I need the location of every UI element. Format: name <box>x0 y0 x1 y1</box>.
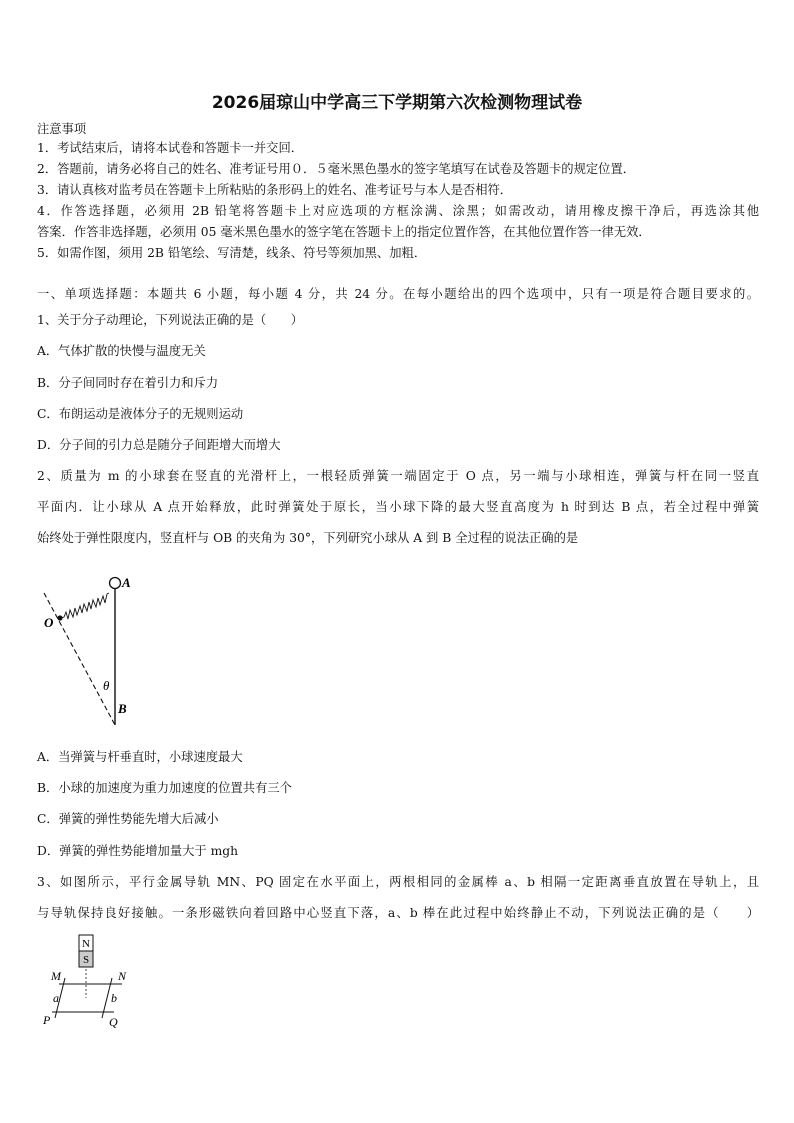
rod-label-a: a <box>53 991 59 1005</box>
q1-option-c: C．布朗运动是液体分子的无规则运动 <box>37 407 244 421</box>
page-title: 2026届琼山中学高三下学期第六次检测物理试卷 <box>211 93 583 113</box>
q1-stem: 1、关于分子动理论，下列说法正确的是（ ） <box>37 313 304 327</box>
figure-label-theta: θ <box>103 678 110 693</box>
q1-option-d: D．分子间的引力总是随分子间距增大而增大 <box>37 438 281 452</box>
notice-item: 4．作答选择题，必须用 2B 铅笔将答题卡上对应选项的方框涂满、涂黑；如需改动，请用橡皮擦干净后，再选涂其他 <box>37 204 759 218</box>
rail-label-m: M <box>51 969 61 983</box>
rail-label-p: P <box>43 1013 51 1027</box>
q2-option-d: D．弹簧的弹性势能增加量大于 mgh <box>37 844 239 858</box>
figure-label-o: O <box>44 615 54 630</box>
q1-option-b: B．分子间同时存在着引力和斥力 <box>37 376 219 390</box>
rail-label-n: N <box>118 969 127 983</box>
q2-stem-line: 平面内．让小球从 A 点开始释放，此时弹簧处于原长，当小球下降的最大竖直高度为 h 时到达 B 点，若全过程中弹簧 <box>37 500 759 514</box>
notice-item: 3．请认真核对监考员在答题卡上所粘贴的条形码上的姓名、准考证号与本人是否相符． <box>37 183 513 197</box>
q3-magnet-rail-figure <box>40 932 150 1032</box>
notice-heading: 注意事项 <box>37 122 87 136</box>
q3-stem-line: 3、如图所示，平行金属导轨 MN、PQ 固定在水平面上，两根相同的金属棒 a、b 相隔一定距离垂直放置在导轨上，且 <box>37 875 759 889</box>
notice-item: 答案．作答非选择题，必须用 05 毫米黑色墨水的签字笔在答题卡上的指定位置作答，在其他位置作答一律无效． <box>37 225 651 239</box>
rod-label-b: b <box>111 991 117 1005</box>
figure-label-b: B <box>118 701 127 716</box>
notice-item: 2．答题前，请务必将自己的姓名、准考证号用０．５毫米黑色墨水的签字笔填写在试卷及答题卡的规定位置． <box>37 162 636 176</box>
q2-spring-rod-figure <box>30 565 150 735</box>
magnet-n-pole: N <box>82 938 90 950</box>
section-heading: 一、单项选择题：本题共 6 小题，每小题 4 分，共 24 分。在每小题给出的四个选项中，只有一项是符合题目要求的。 <box>37 287 759 301</box>
q2-stem-line: 始终处于弹性限度内，竖直杆与 OB 的夹角为 30°，下列研究小球从 A 到 B 全过程的说法正确的是 <box>37 531 579 545</box>
q2-option-c: C．弹簧的弹性势能先增大后减小 <box>37 812 219 826</box>
notice-item: 5．如需作图，须用 2B 铅笔绘、写清楚，线条、符号等须加黑、加粗． <box>37 246 427 260</box>
magnet-s-pole: S <box>82 954 90 966</box>
figure-label-a: A <box>122 575 131 590</box>
rail-label-q: Q <box>109 1015 118 1029</box>
notice-item: 1．考试结束后，请将本试卷和答题卡一并交回． <box>37 141 304 155</box>
q2-option-a: A．当弹簧与杆垂直时，小球速度最大 <box>37 750 243 764</box>
q2-stem-line: 2、质量为 m 的小球套在竖直的光滑杆上，一根轻质弹簧一端固定于 O 点，另一端与小球相连，弹簧与杆在同一竖直 <box>37 469 759 483</box>
q3-stem-line: 与导轨保持良好接触。一条形磁铁向着回路中心竖直下落，a、b 棒在此过程中始终静止不动，下列说法正确的是（ ） <box>37 906 759 920</box>
q1-option-a: A．气体扩散的快慢与温度无关 <box>37 344 206 358</box>
q2-option-b: B．小球的加速度为重力加速度的位置共有三个 <box>37 781 292 795</box>
